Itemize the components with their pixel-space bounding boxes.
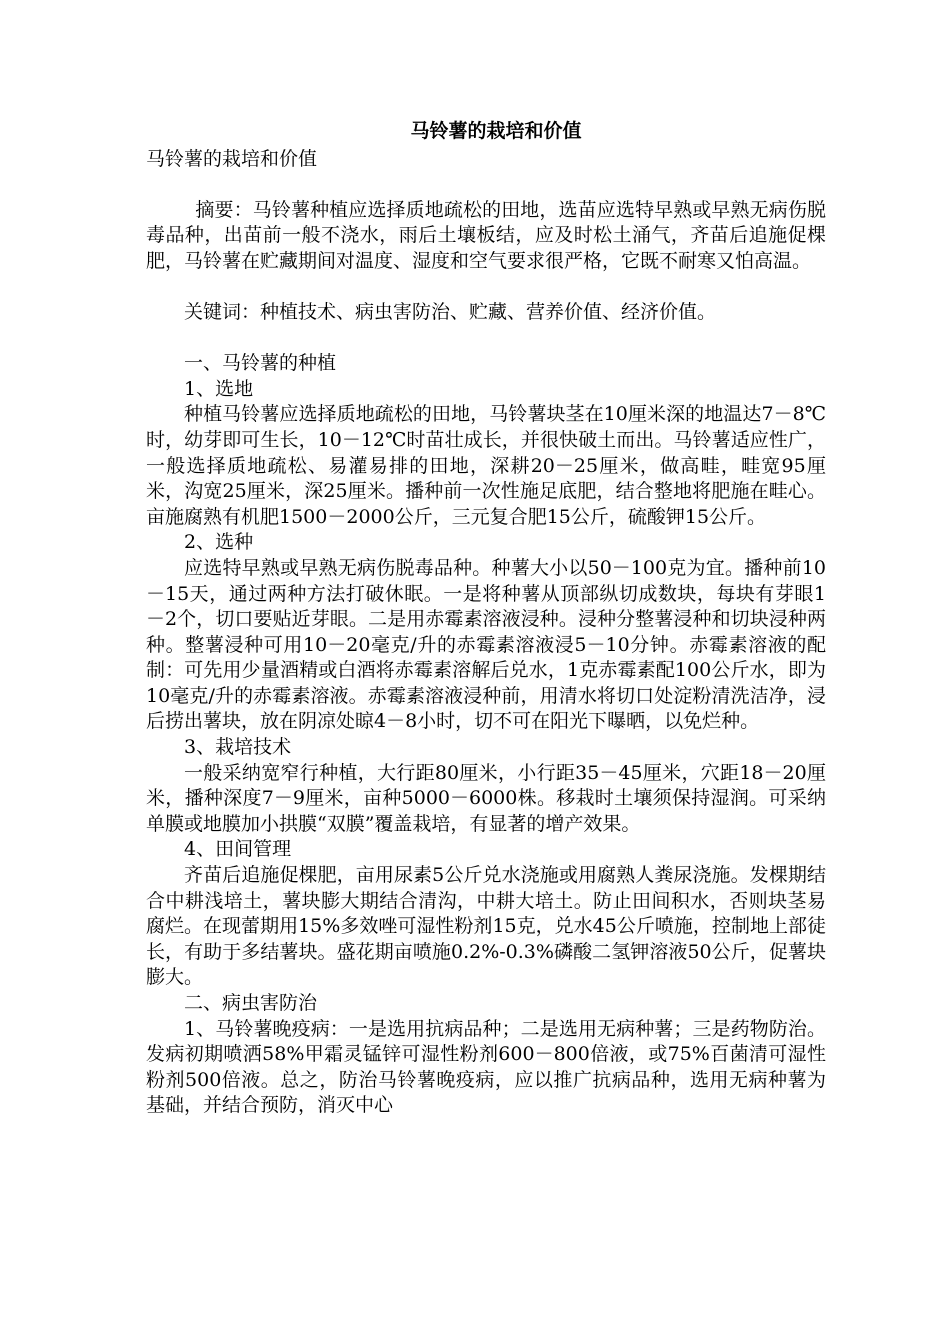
keywords-paragraph: 关键词：种植技术、病虫害防治、贮藏、营养价值、经济价值。 bbox=[184, 300, 717, 323]
paragraph-cultivation: 一般采纳宽窄行种植，大行距80厘米，小行距35－45厘米，穴距18－20厘米，播种深度7－9厘米，亩种5000－6000株。移栽时土壤须保持湿润。可采纳单膜或地膜加小拱膜“双膜”覆盖栽培，有显著的增产效果。 bbox=[146, 761, 826, 835]
section-heading-pest-control: 二、病虫害防治 bbox=[184, 992, 318, 1014]
paragraph-seed: 应选特早熟或早熟无病伤脱毒品种。种薯大小以50－100克为宜。播种前10－15天，通过两种方法打破休眠。一是将种薯从顶部纵切成数块，每块有芽眼1－2个，切口要贴近芽眼。二是用赤霉素溶液浸种。浸种分整薯浸种和切块浸种两种。整薯浸种可用10－20毫克/升的赤霉素溶液浸5－10分钟。赤霉素溶液的配制：可先用少量酒精或白酒将赤霉素溶解后兑水，1克赤霉素配100公斤水，即为10毫克/升的赤霉素溶液。赤霉素溶液浸种前，用清水将切口处淀粉清洗洁净，浸后捞出薯块，放在阴凉处晾4－8小时，切不可在阳光下曝晒，以免烂种。 bbox=[146, 556, 826, 733]
document-subtitle: 马铃薯的栽培和价值 bbox=[146, 148, 318, 170]
subsection-heading-cultivation: 3、栽培技术 bbox=[184, 736, 292, 759]
paragraph-late-blight: 1、马铃薯晚疫病：一是选用抗病品种；二是选用无病种薯；三是药物防治。发病初期喷洒58%甲霜灵锰锌可湿性粉剂600－800倍液，或75%百菌清可湿性粉剂500倍液。总之，防治马铃薯晚疫病，应以推广抗病品种，选用无病种薯为基础，并结合预防，消灭中心 bbox=[146, 1017, 826, 1117]
spacer bbox=[146, 274, 826, 300]
paragraph-site: 种植马铃薯应选择质地疏松的田地，马铃薯块茎在10厘米深的地温达7－8℃时，幼芽即可生长，10－12℃时苗壮成长，并很快破土而出。马铃薯适应性广，一般选择质地疏松、易灌易排的田地，深耕20－25厘米，做高畦，畦宽95厘米，沟宽25厘米，深25厘米。播种前一次性施足底肥，结合整地将肥施在畦心。亩施腐熟有机肥1500－2000公斤，三元复合肥15公斤，硫酸钾15公斤。 bbox=[146, 403, 826, 528]
spacer bbox=[146, 172, 826, 198]
subsection-heading-field-management: 4、田间管理 bbox=[184, 838, 292, 861]
spacer bbox=[146, 326, 826, 352]
document-page bbox=[146, 118, 826, 1119]
subsection-heading-seed: 2、选种 bbox=[184, 531, 254, 554]
subsection-heading-site: 1、选地 bbox=[184, 377, 254, 400]
abstract-paragraph: 摘要：马铃薯种植应选择质地疏松的田地，选苗应选特早熟或早熟无病伤脱毒品种，出苗前一般不浇水，雨后土壤板结，应及时松土涌气，齐苗后追施促棵肥，马铃薯在贮藏期间对温度、湿度和空气要求很严格，它既不耐寒又怕高温。 bbox=[146, 198, 826, 272]
section-heading-planting: 一、马铃薯的种植 bbox=[184, 352, 337, 375]
paragraph-field-management: 齐苗后追施促棵肥，亩用尿素5公斤兑水浇施或用腐熟人粪尿浇施。发棵期结合中耕浅培土，薯块膨大期结合清沟，中耕大培土。防止田间积水，否则块茎易腐烂。在现蕾期用15%多效唑可湿性粉剂15克，兑水45公斤喷施，控制地上部徒长，有助于多结薯块。盛花期亩喷施0.2%-0.3%磷酸二氢钾溶液50公斤，促薯块膨大。 bbox=[146, 864, 826, 989]
document-title: 马铃薯的栽培和价值 bbox=[410, 120, 582, 142]
